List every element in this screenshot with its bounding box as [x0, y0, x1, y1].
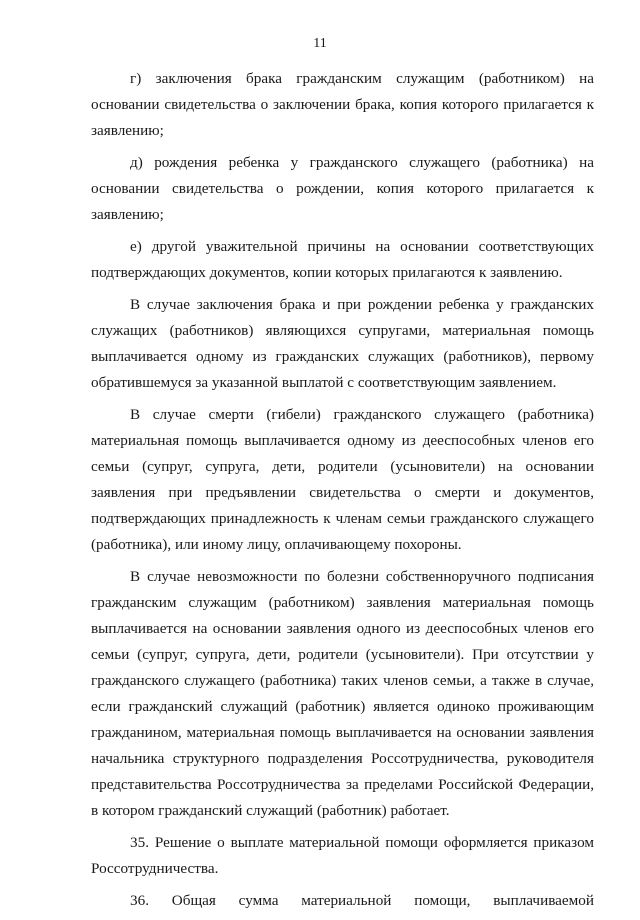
- paragraph-item-36: 36. Общая сумма материальной помощи, выплачиваемой: [130, 892, 594, 909]
- paragraph-item-35: 35. Решение о выплате материальной помощи оформляется приказом Россотрудничества.: [91, 834, 594, 877]
- document-body: [91, 66, 594, 920]
- paragraph-marriage: г) заключения брака гражданским служащим (работником) на основании свидетельства о заключении брака, копия которого прилагается к заявлению;: [91, 70, 594, 139]
- paragraph-illness: В случае невозможности по болезни собственноручного подписания гражданским служащим (работником) заявления материальная помощь выплачивается на основании заявления одного из дееспособных членов его семьи (супруг, супруга, дети, родители (усыновители). При отсутствии у гражданского служащего (работника) таких членов семьи, а также в случае, если гражданский служащий (работник) является одиноко проживающим гражданином, материальная помощь выплачивается на основании заявления начальника структурного подразделения Россотрудничества, руководителя представительства Россотрудничества за пределами Российской Федерации, в котором гражданский служащий (работник) работает.: [91, 568, 594, 819]
- paragraph-spouses: В случае заключения брака и при рождении ребенка у гражданских служащих (работников) являющихся супругами, материальная помощь выплачивается одному из гражданских служащих (работников), первому обратившемуся за указанной выплатой с соответствующим заявлением.: [91, 296, 594, 391]
- paragraph-birth: д) рождения ребенка у гражданского служащего (работника) на основании свидетельства о рождении, копия которого прилагается к заявлению;: [91, 154, 594, 223]
- page-number: 11: [313, 36, 327, 51]
- paragraph-other-reason: е) другой уважительной причины на основании соответствующих подтверждающих документов, копии которых прилагаются к заявлению.: [91, 238, 594, 281]
- paragraph-death: В случае смерти (гибели) гражданского служащего (работника) материальная помощь выплачивается одному из дееспособных членов его семьи (супруг, супруга, дети, родители (усыновители) на основании заявления при предъявлении свидетельства о смерти и документов, подтверждающих принадлежность к членам семьи гражданского служащего (работника), или иному лицу, оплачивающему похороны.: [91, 406, 594, 553]
